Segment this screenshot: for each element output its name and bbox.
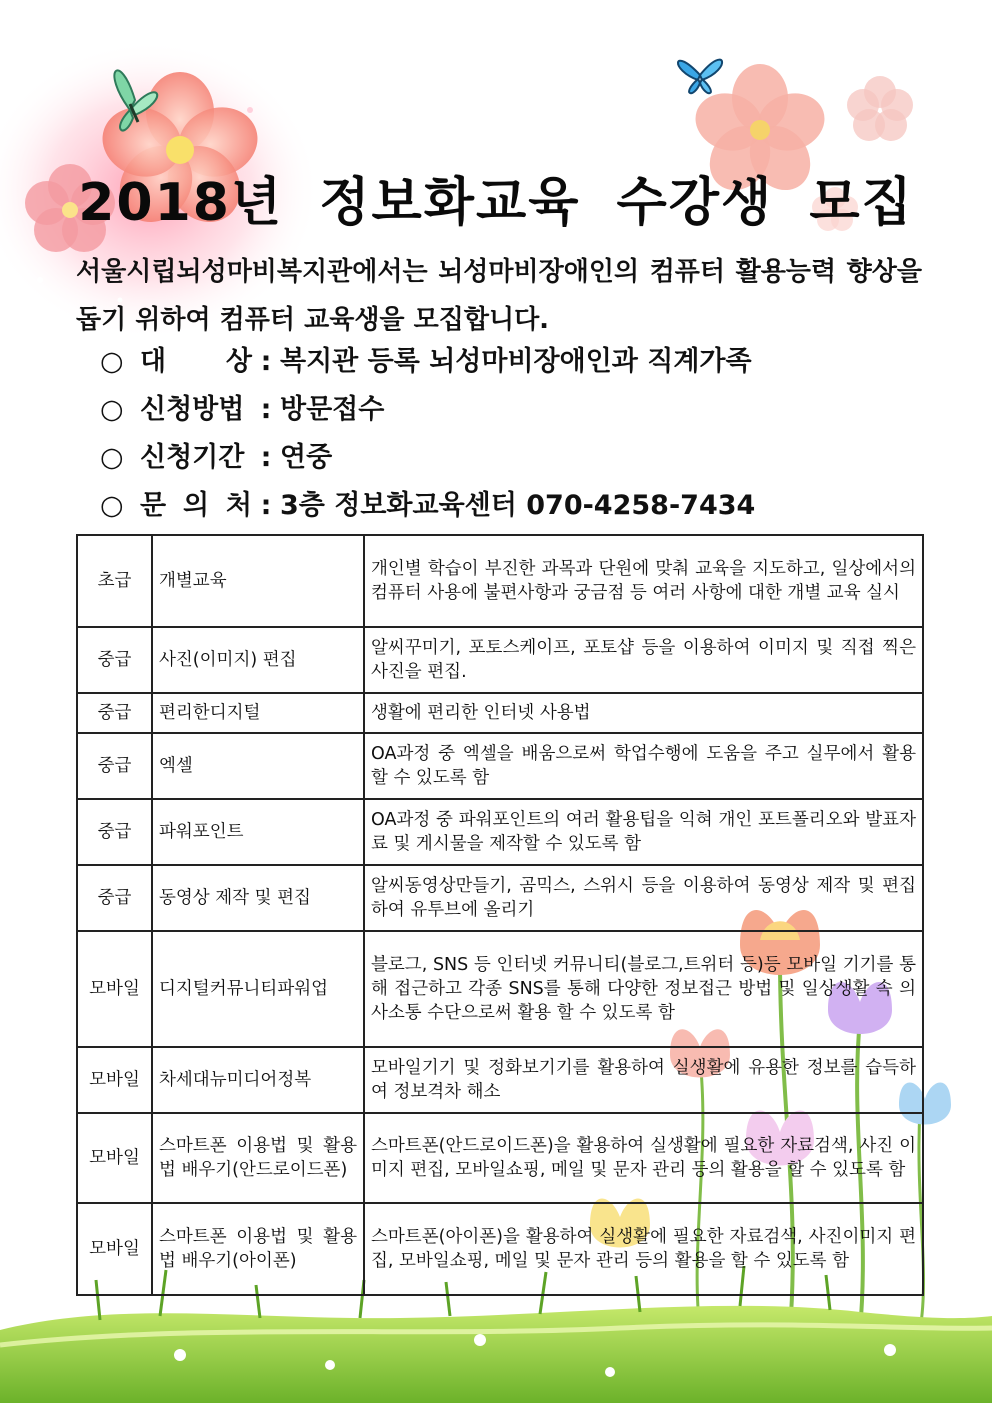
info-colon: : [260, 394, 272, 425]
table-row [77, 799, 923, 865]
table-row [77, 1203, 923, 1295]
table-row [77, 1113, 923, 1203]
table-row [77, 865, 923, 931]
info-label-period: 신청기간 [140, 442, 245, 473]
butterfly-blue-icon [678, 60, 722, 94]
table-row [77, 535, 923, 627]
course-level: 중급 [77, 693, 152, 733]
info-label-contact: 문 의 처 [140, 490, 252, 521]
table-row [77, 733, 923, 799]
course-table [76, 534, 924, 1296]
course-description: OA과정 중 파워포인트의 여러 활용팁을 익혀 개인 포트폴리오와 발표자료 및 게시물을 제작할 수 있도록 함 [364, 799, 923, 865]
course-level: 중급 [77, 865, 152, 931]
table-row [77, 627, 923, 693]
info-row-method [100, 386, 960, 434]
course-name: 차세대뉴미디어정복 [152, 1047, 364, 1113]
bullet-circle-icon: ○ [100, 346, 124, 377]
table-row [77, 1047, 923, 1113]
info-colon: : [260, 490, 272, 521]
course-description: 개인별 학습이 부진한 과목과 단원에 맞춰 교육을 지도하고, 일상에서의 컴퓨터 사용에 불편사항과 궁금점 등 여러 사항에 대한 개별 교육 실시 [364, 535, 923, 627]
course-name: 디지털커뮤니티파워업 [152, 931, 364, 1047]
table-row [77, 931, 923, 1047]
table-row [77, 693, 923, 733]
page-title: 2018년 정보화교육 수강생 모집 [78, 173, 914, 233]
course-name: 스마트폰 이용법 및 활용법 배우기(안드로이드폰) [152, 1113, 364, 1203]
course-name: 엑셀 [152, 733, 364, 799]
course-level: 모바일 [77, 1047, 152, 1113]
course-level: 중급 [77, 627, 152, 693]
info-colon: : [260, 442, 272, 473]
course-level: 모바일 [77, 1203, 152, 1295]
info-list [100, 338, 960, 530]
info-value-method: 방문접수 [280, 394, 385, 425]
info-row-period [100, 434, 960, 482]
info-row-contact [100, 482, 960, 530]
info-value-contact: 3층 정보화교육센터 070-4258-7434 [280, 490, 756, 521]
info-label-target: 대 상 [140, 346, 252, 377]
course-name: 사진(이미지) 편집 [152, 627, 364, 693]
course-name: 개별교육 [152, 535, 364, 627]
course-name: 스마트폰 이용법 및 활용법 배우기(아이폰) [152, 1203, 364, 1295]
info-row-target [100, 338, 960, 386]
course-description: 모바일기기 및 정화보기기를 활용하여 실생활에 유용한 정보를 습득하여 정보격차 해소 [364, 1047, 923, 1113]
info-value-period: 연중 [280, 442, 333, 473]
course-name: 편리한디지털 [152, 693, 364, 733]
info-value-target: 복지관 등록 뇌성마비장애인과 직계가족 [280, 346, 752, 377]
bullet-circle-icon: ○ [100, 442, 124, 473]
course-description: 스마트폰(안드로이드폰)을 활용하여 실생활에 필요한 자료검색, 사진 이미지 편집, 모바일쇼핑, 메일 및 문자 관리 등의 활용을 할 수 있도록 함 [364, 1113, 923, 1203]
course-description: 생활에 편리한 인터넷 사용법 [364, 693, 923, 733]
course-name: 파워포인트 [152, 799, 364, 865]
course-description: 알씨꾸미기, 포토스케이프, 포토샵 등을 이용하여 이미지 및 직접 찍은 사진을 편집. [364, 627, 923, 693]
course-level: 중급 [77, 733, 152, 799]
intro-paragraph: 서울시립뇌성마비복지관에서는 뇌성마비장애인의 컴퓨터 활용능력 향상을 돕기 위하여 컴퓨터 교육생을 모집합니다. [76, 257, 922, 335]
course-level: 초급 [77, 535, 152, 627]
course-name: 동영상 제작 및 편집 [152, 865, 364, 931]
course-level: 중급 [77, 799, 152, 865]
course-description: OA과정 중 엑셀을 배움으로써 학업수행에 도움을 주고 실무에서 활용 할 수 있도록 함 [364, 733, 923, 799]
course-level: 모바일 [77, 1113, 152, 1203]
course-description: 알씨동영상만들기, 곰믹스, 스위시 등을 이용하여 동영상 제작 및 편집하여 유투브에 올리기 [364, 865, 923, 931]
course-description: 스마트폰(아이폰)을 활용하여 실생활에 필요한 자료검색, 사진이미지 편집, 모바일쇼핑, 메일 및 문자 관리 등의 활용을 할 수 있도록 함 [364, 1203, 923, 1295]
info-colon: : [260, 346, 272, 377]
info-label-method: 신청방법 [140, 394, 245, 425]
bullet-circle-icon: ○ [100, 490, 124, 521]
course-level: 모바일 [77, 931, 152, 1047]
bullet-circle-icon: ○ [100, 394, 124, 425]
course-description: 블로그, SNS 등 인터넷 커뮤니티(블로그,트위터 등)등 모바일 기기를 통해 접근하고 각종 SNS를 통해 다양한 정보접근 방법 및 일상생활 속 의사소통 수단으로써 활용 할 수 있도록 함 [364, 931, 923, 1047]
